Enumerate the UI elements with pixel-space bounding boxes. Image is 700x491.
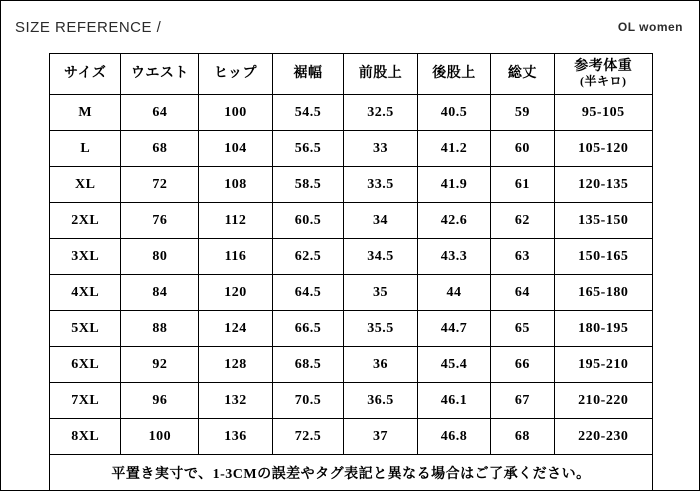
table-row bbox=[50, 131, 653, 167]
cell-total-length: 60 bbox=[491, 131, 554, 167]
cell-front-rise: 34 bbox=[344, 203, 418, 239]
column-header-back-rise bbox=[417, 54, 491, 95]
table-body bbox=[50, 95, 653, 491]
table-row bbox=[50, 347, 653, 383]
cell-size: 8XL bbox=[50, 419, 121, 455]
cell-back-rise: 41.2 bbox=[417, 131, 491, 167]
cell-hem-width: 60.5 bbox=[272, 203, 343, 239]
cell-hem-width: 56.5 bbox=[272, 131, 343, 167]
cell-back-rise: 44.7 bbox=[417, 311, 491, 347]
cell-size: 2XL bbox=[50, 203, 121, 239]
cell-reference-weight: 120-135 bbox=[554, 167, 653, 203]
cell-size: M bbox=[50, 95, 121, 131]
cell-reference-weight: 95-105 bbox=[554, 95, 653, 131]
cell-size: 6XL bbox=[50, 347, 121, 383]
cell-hip: 128 bbox=[199, 347, 273, 383]
column-header-hem-width bbox=[272, 54, 343, 95]
cell-back-rise: 42.6 bbox=[417, 203, 491, 239]
table-row bbox=[50, 203, 653, 239]
size-table-wrapper bbox=[49, 53, 653, 491]
cell-hem-width: 72.5 bbox=[272, 419, 343, 455]
column-header-label: 裾幅 bbox=[293, 65, 323, 81]
cell-waist: 88 bbox=[121, 311, 199, 347]
brand-label: OL women bbox=[617, 20, 683, 34]
column-header-size bbox=[50, 54, 121, 95]
cell-hip: 124 bbox=[199, 311, 273, 347]
cell-hip: 100 bbox=[199, 95, 273, 131]
cell-front-rise: 36.5 bbox=[344, 383, 418, 419]
cell-front-rise: 37 bbox=[344, 419, 418, 455]
table-row bbox=[50, 95, 653, 131]
cell-back-rise: 41.9 bbox=[417, 167, 491, 203]
cell-waist: 76 bbox=[121, 203, 199, 239]
cell-size: 4XL bbox=[50, 275, 121, 311]
column-header-label: サイズ bbox=[64, 65, 107, 81]
cell-back-rise: 46.1 bbox=[417, 383, 491, 419]
cell-hem-width: 68.5 bbox=[272, 347, 343, 383]
cell-waist: 80 bbox=[121, 239, 199, 275]
cell-total-length: 59 bbox=[491, 95, 554, 131]
cell-front-rise: 32.5 bbox=[344, 95, 418, 131]
cell-hem-width: 62.5 bbox=[272, 239, 343, 275]
column-header-label: ウエスト bbox=[130, 65, 189, 81]
column-header-label: 参考体重 bbox=[574, 59, 633, 75]
table-row bbox=[50, 419, 653, 455]
cell-reference-weight: 210-220 bbox=[554, 383, 653, 419]
cell-front-rise: 35 bbox=[344, 275, 418, 311]
column-header-label: 後股上 bbox=[432, 65, 476, 81]
cell-waist: 92 bbox=[121, 347, 199, 383]
cell-front-rise: 36 bbox=[344, 347, 418, 383]
cell-reference-weight: 150-165 bbox=[554, 239, 653, 275]
cell-waist: 100 bbox=[121, 419, 199, 455]
page-title: SIZE REFERENCE / bbox=[15, 18, 162, 36]
table-header bbox=[50, 54, 653, 95]
page-header bbox=[1, 15, 700, 39]
cell-reference-weight: 135-150 bbox=[554, 203, 653, 239]
cell-hip: 132 bbox=[199, 383, 273, 419]
cell-size: 7XL bbox=[50, 383, 121, 419]
cell-front-rise: 34.5 bbox=[344, 239, 418, 275]
column-header-waist bbox=[121, 54, 199, 95]
cell-hip: 116 bbox=[199, 239, 273, 275]
column-header-total-length bbox=[491, 54, 554, 95]
cell-back-rise: 40.5 bbox=[417, 95, 491, 131]
measurement-note: 平置き実寸で、1-3CMの誤差やタグ表記と異なる場合はご了承ください。 bbox=[50, 455, 653, 491]
cell-front-rise: 33 bbox=[344, 131, 418, 167]
cell-back-rise: 43.3 bbox=[417, 239, 491, 275]
column-header-label: 総丈 bbox=[507, 65, 537, 81]
cell-reference-weight: 165-180 bbox=[554, 275, 653, 311]
cell-back-rise: 44 bbox=[417, 275, 491, 311]
cell-total-length: 63 bbox=[491, 239, 554, 275]
table-row bbox=[50, 167, 653, 203]
cell-hem-width: 66.5 bbox=[272, 311, 343, 347]
cell-reference-weight: 180-195 bbox=[554, 311, 653, 347]
cell-hem-width: 64.5 bbox=[272, 275, 343, 311]
column-header-hip bbox=[199, 54, 273, 95]
cell-back-rise: 46.8 bbox=[417, 419, 491, 455]
column-header-sublabel: (半キロ) bbox=[580, 74, 627, 89]
cell-hip: 108 bbox=[199, 167, 273, 203]
header-row bbox=[50, 54, 653, 95]
cell-total-length: 64 bbox=[491, 275, 554, 311]
cell-reference-weight: 220-230 bbox=[554, 419, 653, 455]
cell-total-length: 66 bbox=[491, 347, 554, 383]
table-note-row bbox=[50, 455, 653, 491]
table-row bbox=[50, 311, 653, 347]
cell-hem-width: 70.5 bbox=[272, 383, 343, 419]
cell-total-length: 62 bbox=[491, 203, 554, 239]
cell-waist: 84 bbox=[121, 275, 199, 311]
cell-size: XL bbox=[50, 167, 121, 203]
cell-hem-width: 58.5 bbox=[272, 167, 343, 203]
table-row bbox=[50, 239, 653, 275]
cell-hem-width: 54.5 bbox=[272, 95, 343, 131]
cell-waist: 64 bbox=[121, 95, 199, 131]
size-table bbox=[49, 53, 653, 491]
cell-reference-weight: 195-210 bbox=[554, 347, 653, 383]
table-row bbox=[50, 275, 653, 311]
column-header-reference-weight bbox=[554, 54, 653, 95]
column-header-label: 前股上 bbox=[358, 65, 403, 81]
table-row bbox=[50, 383, 653, 419]
cell-hip: 104 bbox=[199, 131, 273, 167]
cell-size: 5XL bbox=[50, 311, 121, 347]
cell-waist: 68 bbox=[121, 131, 199, 167]
cell-waist: 96 bbox=[121, 383, 199, 419]
cell-size: 3XL bbox=[50, 239, 121, 275]
cell-total-length: 65 bbox=[491, 311, 554, 347]
cell-total-length: 67 bbox=[491, 383, 554, 419]
cell-front-rise: 33.5 bbox=[344, 167, 418, 203]
cell-hip: 120 bbox=[199, 275, 273, 311]
column-header-label: ヒップ bbox=[213, 65, 257, 81]
cell-back-rise: 45.4 bbox=[417, 347, 491, 383]
cell-reference-weight: 105-120 bbox=[554, 131, 653, 167]
column-header-front-rise bbox=[344, 54, 418, 95]
cell-hip: 136 bbox=[199, 419, 273, 455]
cell-size: L bbox=[50, 131, 121, 167]
cell-total-length: 61 bbox=[491, 167, 554, 203]
cell-hip: 112 bbox=[199, 203, 273, 239]
cell-total-length: 68 bbox=[491, 419, 554, 455]
cell-front-rise: 35.5 bbox=[344, 311, 418, 347]
cell-waist: 72 bbox=[121, 167, 199, 203]
